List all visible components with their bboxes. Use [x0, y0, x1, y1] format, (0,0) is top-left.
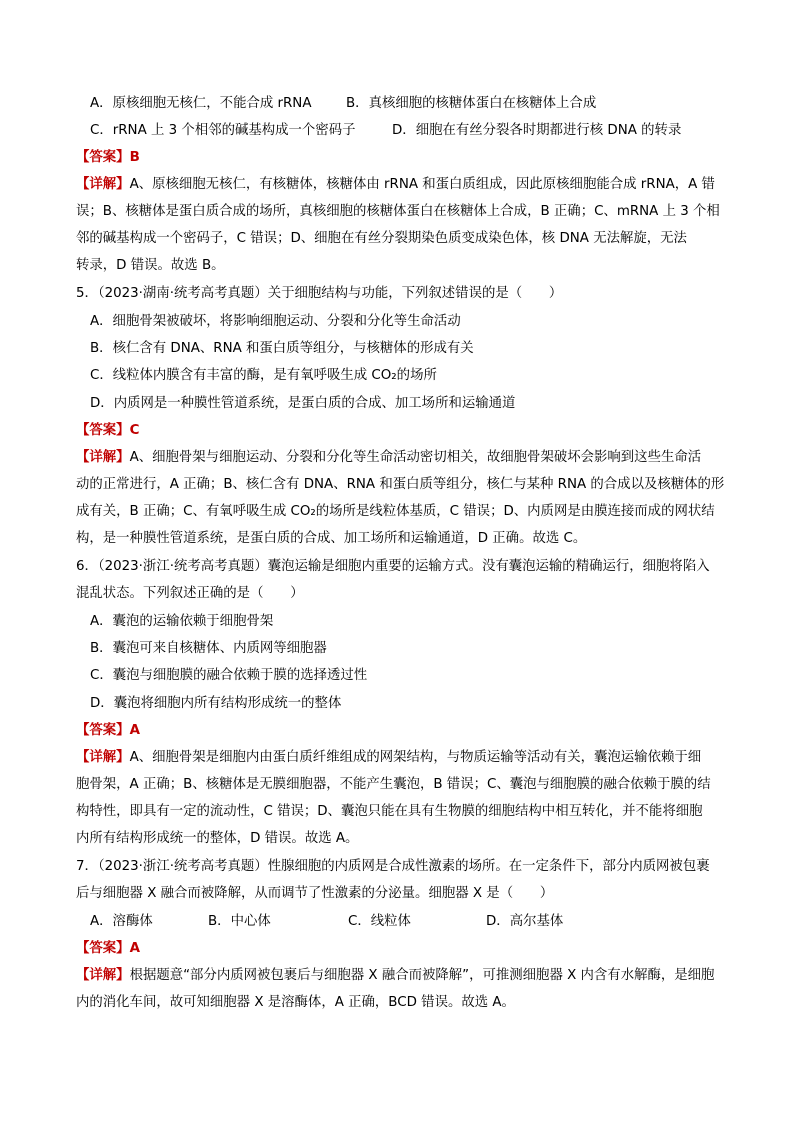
q7-stem-line-2: 后与细胞器 X 融合而被降解，从而调节了性激素的分泌量。细胞器 X 是（ ）	[76, 886, 554, 901]
detail-label: 【详解】	[76, 750, 130, 765]
q5-detail-line-1: 【详解】A、细胞骨架与细胞运动、分裂和分化等生命活动密切相关，故细胞骨架破坏会影响到这些生命活	[76, 450, 702, 465]
q4-options-row-1	[90, 95, 740, 113]
q5-option-b: B．核仁含有 DNA、RNA 和蛋白质等组分，与核糖体的形成有关	[90, 341, 474, 356]
q5-stem: 5．（2023·湖南·统考高考真题）关于细胞结构与功能，下列叙述错误的是（ ）	[76, 286, 563, 301]
q4-option-d: D．细胞在有丝分裂各时期都进行核 DNA 的转录	[392, 123, 682, 138]
q5-answer	[76, 422, 726, 440]
answer-label: 【答案】	[76, 150, 130, 165]
q4-options-row-2	[90, 122, 740, 140]
q4-answer	[76, 149, 726, 167]
q4-detail-line-4: 转录，D 错误。故选 B。	[76, 258, 225, 273]
answer-value: A	[129, 941, 140, 956]
detail-label: 【详解】	[76, 968, 130, 983]
q5-detail-line-4: 构，是一种膜性管道系统，是蛋白质的合成、加工场所和运输通道，D 正确。故选 C。	[76, 531, 587, 546]
q7-detail-line-1: 【详解】根据题意“部分内质网被包裹后与细胞器 X 融合而被降解”，可推测细胞器 X 内含有水解酶，是细胞	[76, 968, 715, 983]
answer-value: B	[129, 150, 140, 165]
answer-value: C	[129, 423, 140, 438]
q6-detail-line-4: 内所有结构形成统一的整体，D 错误。故选 A。	[76, 831, 359, 846]
q6-detail-line-3: 构特性，即具有一定的流动性，C 错误；D、囊泡只能在具有生物膜的细胞结构中相互转化，并不能将细胞	[76, 804, 703, 819]
q4-option-c: C．rRNA 上 3 个相邻的碱基构成一个密码子	[90, 123, 356, 138]
q6-detail-line-2: 胞骨架，A 正确；B、核糖体是无膜细胞器，不能产生囊泡，B 错误；C、囊泡与细胞膜的融合依赖于膜的结	[76, 777, 711, 792]
q5-option-d: D．内质网是一种膜性管道系统，是蛋白质的合成、加工场所和运输通道	[90, 396, 516, 411]
q7-option-d: D．高尔基体	[486, 914, 564, 929]
q7-stem-line-1: 7．（2023·浙江·统考高考真题）性腺细胞的内质网是合成性激素的场所。在一定条件下，部分内质网被包裹	[76, 859, 710, 874]
detail-label: 【详解】	[76, 177, 130, 192]
q6-stem-line-1: 6．（2023·浙江·统考高考真题）囊泡运输是细胞内重要的运输方式。没有囊泡运输的精确运行，细胞将陷入	[76, 559, 710, 574]
answer-label: 【答案】	[76, 723, 130, 738]
answer-label: 【答案】	[76, 941, 130, 956]
q6-option-b: B．囊泡可来自核糖体、内质网等细胞器	[90, 641, 327, 656]
answer-label: 【答案】	[76, 423, 130, 438]
answer-value: A	[129, 723, 140, 738]
q6-detail-line-1: 【详解】A、细胞骨架是细胞内由蛋白质纤维组成的网架结构，与物质运输等活动有关，囊泡运输依赖于细	[76, 750, 702, 765]
q6-answer	[76, 722, 726, 740]
q7-options-row	[90, 913, 740, 931]
q7-option-b: B．中心体	[208, 914, 271, 929]
q6-option-c: C．囊泡与细胞膜的融合依赖于膜的选择透过性	[90, 668, 368, 683]
q6-option-d: D．囊泡将细胞内所有结构形成统一的整体	[90, 696, 342, 711]
q5-option-c: C．线粒体内膜含有丰富的酶，是有氧呼吸生成 CO₂的场所	[90, 368, 437, 383]
q7-detail-line-2: 内的消化车间，故可知细胞器 X 是溶酶体，A 正确，BCD 错误。故选 A。	[76, 995, 515, 1010]
q5-detail-line-3: 成有关，B 正确；C、有氧呼吸生成 CO₂的场所是线粒体基质，C 错误；D、内质网是由膜连接而成的网状结	[76, 504, 715, 519]
q5-detail-line-2: 动的正常进行，A 正确；B、核仁含有 DNA、RNA 和蛋白质等组分，核仁与某种 RNA 的合成以及核糖体的形	[76, 477, 725, 492]
q4-option-b: B．真核细胞的核糖体蛋白在核糖体上合成	[346, 96, 597, 111]
q4-detail-line-2: 误；B、核糖体是蛋白质合成的场所，真核细胞的核糖体蛋白在核糖体上合成，B 正确；C、mRNA 上 3 个相	[76, 204, 720, 219]
detail-label: 【详解】	[76, 450, 130, 465]
q6-stem-line-2: 混乱状态。下列叙述正确的是（ ）	[76, 586, 304, 601]
q6-option-a: A．囊泡的运输依赖于细胞骨架	[90, 614, 274, 629]
q4-detail-line-1: 【详解】A、原核细胞无核仁，有核糖体，核糖体由 rRNA 和蛋白质组成，因此原核细胞能合成 rRNA，A 错	[76, 177, 715, 192]
q7-option-c: C．线粒体	[348, 914, 411, 929]
q4-option-a: A．原核细胞无核仁，不能合成 rRNA	[90, 96, 312, 111]
q7-answer	[76, 940, 726, 958]
q7-option-a: A．溶酶体	[90, 914, 153, 929]
q5-option-a: A．细胞骨架被破坏，将影响细胞运动、分裂和分化等生命活动	[90, 314, 461, 329]
q4-detail-line-3: 邻的碱基构成一个密码子，C 错误；D、细胞在有丝分裂期染色质变成染色体，核 DNA 无法解旋，无法	[76, 231, 687, 246]
